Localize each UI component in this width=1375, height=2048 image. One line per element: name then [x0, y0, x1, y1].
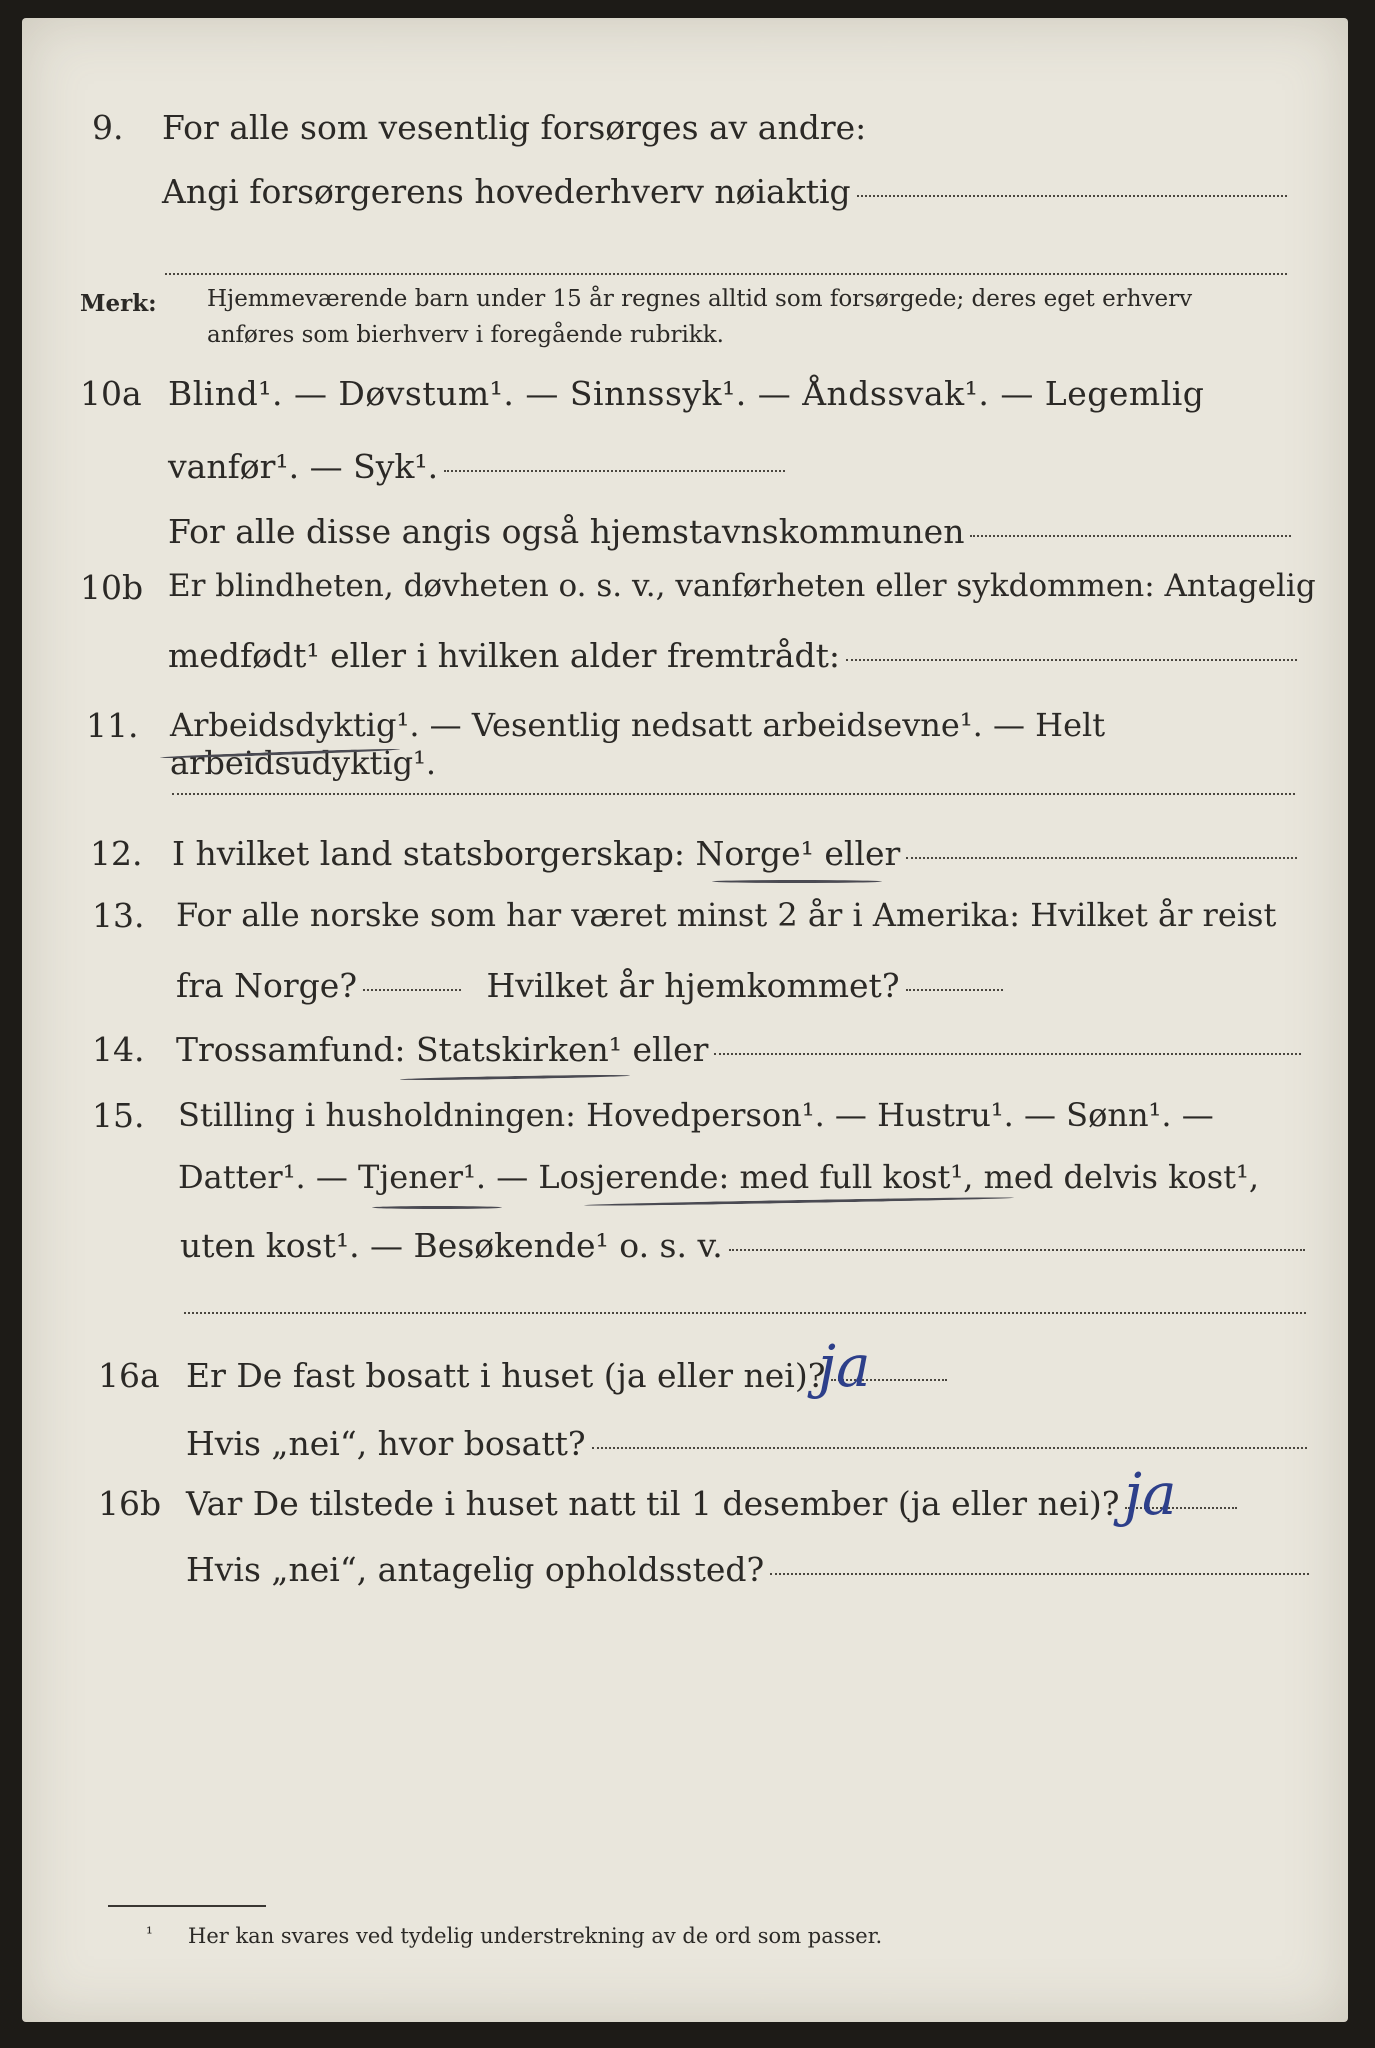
question-10a-line-3	[0, 512, 1375, 572]
question-text: Er blindheten, døvheten o. s. v., vanførheten eller sykdommen: Antagelig	[168, 568, 1316, 604]
question-number: 11.	[86, 706, 139, 745]
answer-field[interactable]	[444, 470, 785, 472]
answer-field[interactable]	[846, 659, 1297, 661]
question-text: Blind¹. — Døvstum¹. — Sinnssyk¹. — Åndssvak¹. — Legemlig	[168, 374, 1205, 413]
question-13-line-2	[0, 966, 1375, 1026]
handwritten-answer: ja	[1124, 1460, 1177, 1528]
question-text: For alle disse angis også hjemstavnskommunen	[168, 512, 965, 551]
question-number: 16a	[98, 1356, 160, 1395]
note-label: Merk:	[80, 290, 157, 317]
question-number: 16b	[98, 1484, 162, 1523]
handwritten-underline	[372, 1206, 502, 1209]
question-text: Angi forsørgerens hovederhverv nøiaktig	[162, 172, 851, 211]
question-number: 10b	[80, 568, 144, 607]
question-10a-line-2	[0, 447, 1375, 507]
answer-field[interactable]	[770, 1573, 1309, 1575]
answer-field[interactable]	[906, 857, 1297, 859]
question-number: 10a	[80, 374, 142, 413]
answer-field-extra[interactable]	[184, 1312, 1306, 1314]
footnote-text: Her kan svares ved tydelig understrekning av de ord som passer.	[188, 1924, 883, 1948]
question-16a	[0, 1356, 1375, 1416]
question-9-line-2	[0, 172, 1375, 232]
answer-field[interactable]	[729, 1249, 1305, 1251]
question-14	[0, 1030, 1375, 1090]
answer-field-year-left[interactable]	[363, 989, 461, 991]
question-text: For alle norske som har været minst 2 år i Amerika: Hvilket år reist	[176, 896, 1277, 934]
question-number: 12.	[90, 834, 143, 873]
question-text: For alle som vesentlig forsørges av andre:	[162, 108, 867, 147]
question-number: 9.	[92, 108, 124, 147]
question-13	[0, 896, 1375, 956]
question-text: medfødt¹ eller i hvilken alder fremtrådt:	[168, 636, 841, 675]
question-text: Er De fast bosatt i huset (ja eller nei)?	[186, 1356, 826, 1395]
handwritten-answer: ja	[818, 1332, 871, 1400]
question-text: Hvis „nei“, hvor bosatt?	[186, 1424, 586, 1463]
answer-field[interactable]	[172, 793, 1295, 795]
question-10b	[0, 568, 1375, 628]
note-text: Hjemmeværende barn under 15 år regnes alltid som forsørgede; deres eget erhverv	[207, 286, 1193, 312]
footnote-mark: ¹	[146, 1924, 153, 1944]
question-number: 15.	[92, 1096, 145, 1135]
question-text: I hvilket land statsborgerskap: Norge¹ eller	[172, 834, 901, 873]
question-number: 14.	[92, 1030, 145, 1069]
question-text: Var De tilstede i huset natt til 1 desember (ja eller nei)?	[186, 1484, 1120, 1523]
answer-field[interactable]	[592, 1447, 1307, 1449]
question-text: Hvis „nei“, antagelig opholdssted?	[186, 1550, 765, 1589]
answer-field[interactable]	[714, 1053, 1301, 1055]
question-12	[0, 834, 1375, 894]
question-16b-line-2	[0, 1550, 1375, 1610]
footnote-rule	[108, 1905, 266, 1907]
question-15	[0, 1096, 1375, 1156]
answer-field-year-returned[interactable]	[906, 989, 1004, 991]
question-text: Stilling i husholdningen: Hovedperson¹. — Hustru¹. — Sønn¹. —	[178, 1096, 1214, 1134]
question-text: vanfør¹. — Syk¹.	[168, 447, 439, 486]
answer-field-extra[interactable]	[165, 273, 1287, 275]
note-text: anføres som bierhverv i foregående rubrikk.	[207, 322, 724, 348]
question-number: 13.	[92, 896, 145, 935]
question-9	[0, 108, 1375, 168]
question-10a	[0, 374, 1375, 434]
handwritten-underline	[712, 880, 882, 883]
answer-field[interactable]	[857, 195, 1287, 197]
question-text: fra Norge?	[176, 966, 358, 1005]
question-15-line-2	[0, 1158, 1375, 1218]
question-15-line-3	[0, 1226, 1375, 1286]
answer-field[interactable]	[970, 535, 1291, 537]
question-text: uten kost¹. — Besøkende¹ o. s. v.	[180, 1226, 723, 1265]
question-10b-line-2	[0, 636, 1375, 696]
question-text: Datter¹. — Tjener¹. — Losjerende: med full kost¹, med delvis kost¹,	[178, 1158, 1260, 1196]
question-text: Hvilket år hjemkommet?	[486, 966, 900, 1005]
question-text: Arbeidsdyktig¹. — Vesentlig nedsatt arbeidsevne¹. — Helt arbeidsudyktig¹.	[170, 706, 1106, 782]
question-text: Trossamfund: Statskirken¹ eller	[176, 1030, 709, 1069]
